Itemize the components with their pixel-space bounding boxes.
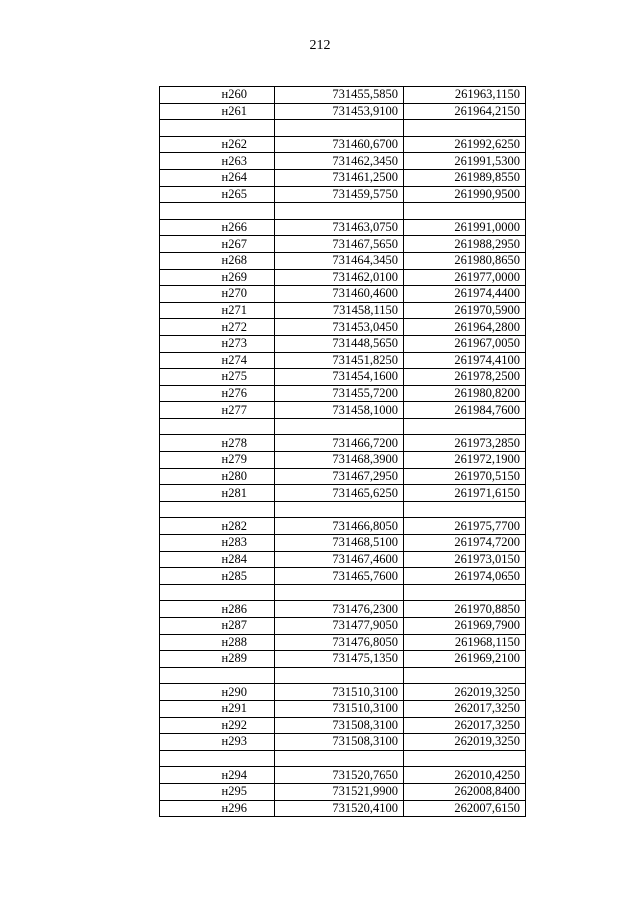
point-id-cell: н284 bbox=[160, 551, 275, 568]
x-coordinate-cell: 731454,1600 bbox=[275, 369, 404, 386]
point-id-cell: н285 bbox=[160, 568, 275, 585]
y-coordinate-cell: 261975,7700 bbox=[404, 518, 526, 535]
y-coordinate-cell: 261974,7200 bbox=[404, 535, 526, 552]
separator-row bbox=[160, 501, 526, 518]
table-row bbox=[160, 518, 526, 535]
table-row bbox=[160, 87, 526, 104]
empty-cell bbox=[275, 120, 404, 137]
x-coordinate-cell: 731521,9900 bbox=[275, 783, 404, 800]
point-id-cell: н281 bbox=[160, 485, 275, 502]
x-coordinate-cell: 731462,0100 bbox=[275, 269, 404, 286]
point-id-cell: н265 bbox=[160, 186, 275, 203]
separator-row bbox=[160, 203, 526, 220]
y-coordinate-cell: 261977,0000 bbox=[404, 269, 526, 286]
empty-cell bbox=[275, 584, 404, 601]
point-id-cell: н271 bbox=[160, 302, 275, 319]
y-coordinate-cell: 261974,4100 bbox=[404, 352, 526, 369]
table-row bbox=[160, 551, 526, 568]
table-row bbox=[160, 651, 526, 668]
y-coordinate-cell: 261963,1150 bbox=[404, 87, 526, 104]
point-id-cell: н291 bbox=[160, 700, 275, 717]
y-coordinate-cell: 262019,3250 bbox=[404, 734, 526, 751]
y-coordinate-cell: 261971,6150 bbox=[404, 485, 526, 502]
y-coordinate-cell: 262008,8400 bbox=[404, 783, 526, 800]
point-id-cell: н286 bbox=[160, 601, 275, 618]
empty-cell bbox=[160, 501, 275, 518]
point-id-cell: н278 bbox=[160, 435, 275, 452]
y-coordinate-cell: 261980,8650 bbox=[404, 252, 526, 269]
empty-cell bbox=[275, 501, 404, 518]
table-row bbox=[160, 452, 526, 469]
point-id-cell: н270 bbox=[160, 286, 275, 303]
x-coordinate-cell: 731458,1000 bbox=[275, 402, 404, 419]
empty-cell bbox=[404, 418, 526, 435]
point-id-cell: н280 bbox=[160, 468, 275, 485]
point-id-cell: н283 bbox=[160, 535, 275, 552]
y-coordinate-cell: 261969,2100 bbox=[404, 651, 526, 668]
table-row bbox=[160, 385, 526, 402]
x-coordinate-cell: 731466,7200 bbox=[275, 435, 404, 452]
x-coordinate-cell: 731510,3100 bbox=[275, 684, 404, 701]
y-coordinate-cell: 261969,7900 bbox=[404, 618, 526, 635]
y-coordinate-cell: 261973,2850 bbox=[404, 435, 526, 452]
point-id-cell: н266 bbox=[160, 219, 275, 236]
x-coordinate-cell: 731455,7200 bbox=[275, 385, 404, 402]
table-row bbox=[160, 767, 526, 784]
point-id-cell: н263 bbox=[160, 153, 275, 170]
x-coordinate-cell: 731460,6700 bbox=[275, 136, 404, 153]
empty-cell bbox=[160, 203, 275, 220]
x-coordinate-cell: 731465,7600 bbox=[275, 568, 404, 585]
point-id-cell: н296 bbox=[160, 800, 275, 817]
table-row bbox=[160, 302, 526, 319]
y-coordinate-cell: 261968,1150 bbox=[404, 634, 526, 651]
x-coordinate-cell: 731477,9050 bbox=[275, 618, 404, 635]
y-coordinate-cell: 261974,0650 bbox=[404, 568, 526, 585]
y-coordinate-cell: 261984,7600 bbox=[404, 402, 526, 419]
table-row bbox=[160, 700, 526, 717]
x-coordinate-cell: 731461,2500 bbox=[275, 169, 404, 186]
empty-cell bbox=[160, 667, 275, 684]
point-id-cell: н276 bbox=[160, 385, 275, 402]
x-coordinate-cell: 731508,3100 bbox=[275, 734, 404, 751]
empty-cell bbox=[160, 120, 275, 137]
separator-row bbox=[160, 418, 526, 435]
empty-cell bbox=[160, 418, 275, 435]
coordinates-table bbox=[159, 86, 526, 817]
table-row bbox=[160, 319, 526, 336]
point-id-cell: н269 bbox=[160, 269, 275, 286]
point-id-cell: н282 bbox=[160, 518, 275, 535]
x-coordinate-cell: 731476,2300 bbox=[275, 601, 404, 618]
empty-cell bbox=[404, 584, 526, 601]
empty-cell bbox=[404, 667, 526, 684]
page-number: 212 bbox=[309, 38, 331, 53]
y-coordinate-cell: 261988,2950 bbox=[404, 236, 526, 253]
x-coordinate-cell: 731460,4600 bbox=[275, 286, 404, 303]
x-coordinate-cell: 731453,0450 bbox=[275, 319, 404, 336]
y-coordinate-cell: 261970,5900 bbox=[404, 302, 526, 319]
y-coordinate-cell: 261973,0150 bbox=[404, 551, 526, 568]
point-id-cell: н295 bbox=[160, 783, 275, 800]
separator-row bbox=[160, 584, 526, 601]
x-coordinate-cell: 731453,9100 bbox=[275, 103, 404, 120]
table-row bbox=[160, 236, 526, 253]
point-id-cell: н287 bbox=[160, 618, 275, 635]
table-row bbox=[160, 535, 526, 552]
table-row bbox=[160, 103, 526, 120]
point-id-cell: н277 bbox=[160, 402, 275, 419]
table-row bbox=[160, 435, 526, 452]
empty-cell bbox=[404, 501, 526, 518]
point-id-cell: н267 bbox=[160, 236, 275, 253]
empty-cell bbox=[275, 203, 404, 220]
y-coordinate-cell: 262017,3250 bbox=[404, 700, 526, 717]
point-id-cell: н293 bbox=[160, 734, 275, 751]
x-coordinate-cell: 731451,8250 bbox=[275, 352, 404, 369]
table-row bbox=[160, 335, 526, 352]
x-coordinate-cell: 731464,3450 bbox=[275, 252, 404, 269]
empty-cell bbox=[404, 203, 526, 220]
y-coordinate-cell: 261990,9500 bbox=[404, 186, 526, 203]
y-coordinate-cell: 261989,8550 bbox=[404, 169, 526, 186]
empty-cell bbox=[275, 418, 404, 435]
table-row bbox=[160, 717, 526, 734]
x-coordinate-cell: 731520,4100 bbox=[275, 800, 404, 817]
y-coordinate-cell: 261980,8200 bbox=[404, 385, 526, 402]
empty-cell bbox=[160, 750, 275, 767]
point-id-cell: н288 bbox=[160, 634, 275, 651]
y-coordinate-cell: 262007,6150 bbox=[404, 800, 526, 817]
point-id-cell: н261 bbox=[160, 103, 275, 120]
point-id-cell: н275 bbox=[160, 369, 275, 386]
empty-cell bbox=[160, 584, 275, 601]
table-row bbox=[160, 800, 526, 817]
x-coordinate-cell: 731510,3100 bbox=[275, 700, 404, 717]
table-row bbox=[160, 219, 526, 236]
empty-cell bbox=[404, 120, 526, 137]
table-row bbox=[160, 252, 526, 269]
y-coordinate-cell: 262019,3250 bbox=[404, 684, 526, 701]
empty-cell bbox=[275, 667, 404, 684]
table-row bbox=[160, 186, 526, 203]
point-id-cell: н290 bbox=[160, 684, 275, 701]
y-coordinate-cell: 261972,1900 bbox=[404, 452, 526, 469]
point-id-cell: н294 bbox=[160, 767, 275, 784]
x-coordinate-cell: 731475,1350 bbox=[275, 651, 404, 668]
table-row bbox=[160, 734, 526, 751]
y-coordinate-cell: 261974,4400 bbox=[404, 286, 526, 303]
point-id-cell: н279 bbox=[160, 452, 275, 469]
x-coordinate-cell: 731468,3900 bbox=[275, 452, 404, 469]
point-id-cell: н268 bbox=[160, 252, 275, 269]
table-row bbox=[160, 618, 526, 635]
y-coordinate-cell: 262017,3250 bbox=[404, 717, 526, 734]
table-row bbox=[160, 169, 526, 186]
table-row bbox=[160, 153, 526, 170]
x-coordinate-cell: 731520,7650 bbox=[275, 767, 404, 784]
x-coordinate-cell: 731462,3450 bbox=[275, 153, 404, 170]
x-coordinate-cell: 731463,0750 bbox=[275, 219, 404, 236]
table-row bbox=[160, 634, 526, 651]
point-id-cell: н274 bbox=[160, 352, 275, 369]
table-row bbox=[160, 269, 526, 286]
x-coordinate-cell: 731448,5650 bbox=[275, 335, 404, 352]
empty-cell bbox=[404, 750, 526, 767]
point-id-cell: н273 bbox=[160, 335, 275, 352]
x-coordinate-cell: 731459,5750 bbox=[275, 186, 404, 203]
table-row bbox=[160, 783, 526, 800]
point-id-cell: н272 bbox=[160, 319, 275, 336]
y-coordinate-cell: 261964,2150 bbox=[404, 103, 526, 120]
x-coordinate-cell: 731455,5850 bbox=[275, 87, 404, 104]
x-coordinate-cell: 731467,2950 bbox=[275, 468, 404, 485]
y-coordinate-cell: 261991,5300 bbox=[404, 153, 526, 170]
table-row bbox=[160, 286, 526, 303]
point-id-cell: н289 bbox=[160, 651, 275, 668]
x-coordinate-cell: 731467,5650 bbox=[275, 236, 404, 253]
table-row bbox=[160, 485, 526, 502]
x-coordinate-cell: 731458,1150 bbox=[275, 302, 404, 319]
table-row bbox=[160, 468, 526, 485]
table-row bbox=[160, 684, 526, 701]
empty-cell bbox=[275, 750, 404, 767]
separator-row bbox=[160, 667, 526, 684]
separator-row bbox=[160, 120, 526, 137]
point-id-cell: н264 bbox=[160, 169, 275, 186]
x-coordinate-cell: 731466,8050 bbox=[275, 518, 404, 535]
y-coordinate-cell: 261978,2500 bbox=[404, 369, 526, 386]
y-coordinate-cell: 262010,4250 bbox=[404, 767, 526, 784]
point-id-cell: н260 bbox=[160, 87, 275, 104]
x-coordinate-cell: 731476,8050 bbox=[275, 634, 404, 651]
table-row bbox=[160, 369, 526, 386]
y-coordinate-cell: 261964,2800 bbox=[404, 319, 526, 336]
x-coordinate-cell: 731508,3100 bbox=[275, 717, 404, 734]
coordinates-table-body bbox=[160, 87, 526, 817]
table-row bbox=[160, 402, 526, 419]
y-coordinate-cell: 261991,0000 bbox=[404, 219, 526, 236]
table-row bbox=[160, 601, 526, 618]
y-coordinate-cell: 261967,0050 bbox=[404, 335, 526, 352]
y-coordinate-cell: 261970,8850 bbox=[404, 601, 526, 618]
point-id-cell: н292 bbox=[160, 717, 275, 734]
separator-row bbox=[160, 750, 526, 767]
table-row bbox=[160, 352, 526, 369]
y-coordinate-cell: 261992,6250 bbox=[404, 136, 526, 153]
x-coordinate-cell: 731465,6250 bbox=[275, 485, 404, 502]
table-row bbox=[160, 568, 526, 585]
point-id-cell: н262 bbox=[160, 136, 275, 153]
x-coordinate-cell: 731468,5100 bbox=[275, 535, 404, 552]
x-coordinate-cell: 731467,4600 bbox=[275, 551, 404, 568]
table-row bbox=[160, 136, 526, 153]
y-coordinate-cell: 261970,5150 bbox=[404, 468, 526, 485]
